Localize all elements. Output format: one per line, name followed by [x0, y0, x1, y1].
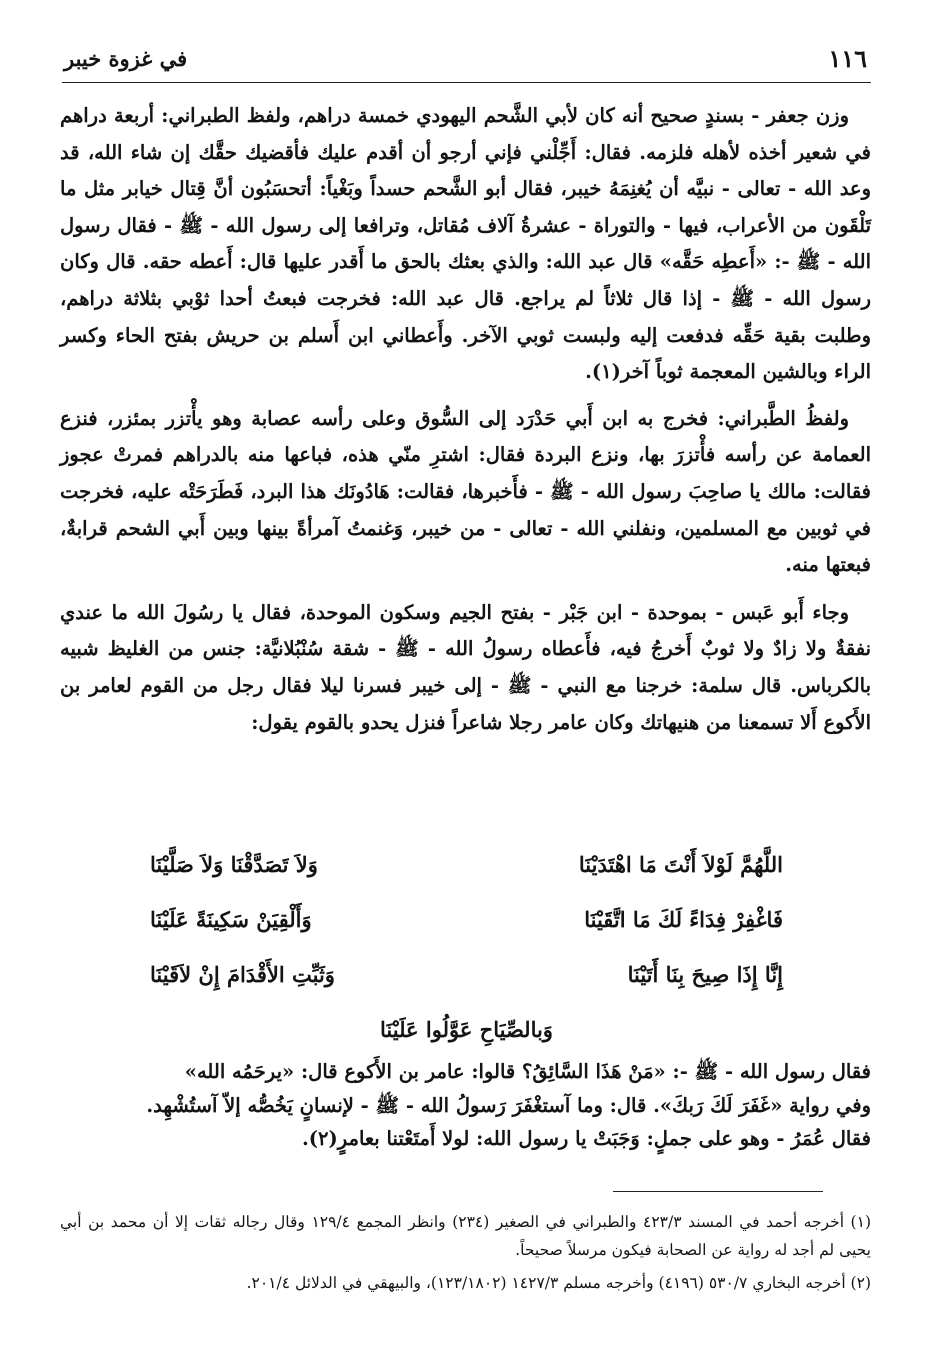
- poem-verse: [150, 907, 783, 962]
- poem-verse: [150, 962, 783, 1017]
- footnote: (٢) أخرجه البخاري ٥٣٠/٧ (٤١٩٦) وأخرجه مسلم ١٤٢٧/٣ (١٢٣/١٨٠٢)، والبيهقي في الدلائل ٢٠١/٤.: [246, 1274, 871, 1292]
- verse-second-hemistich: وَثَبِّتِ الأَقْدَامَ إِنْ لاَقَيْنَا: [150, 962, 335, 987]
- page-header: [62, 44, 871, 83]
- poem-final-line: وَبالصِّيَاحِ عَوَّلُوا عَلَيْنَا: [380, 1017, 553, 1042]
- footnote-divider: [613, 1191, 823, 1192]
- paragraph: وجاء أَبو عَبس - بموحدة - ابن جَبْر - بفتح الجيم وسكون الموحدة، فقال يا رسُولَ الله ما عندي نفقةٌ ولا زادٌ ولا ثوبٌ أَخرجُ فيه، فأَعطاه رسولُ الله - ﷺ - شقة سُنْبُلانيَّة: جنس من الغليظ شبيه بالكرباس. قال سلمة: خرجنا مع النبي - ﷺ - إلى خيبر فسرنا ليلا فقال رجل من القوم لعامر بن الأَكوع أَلا تسمعنا من هنيهاتك وكان عامر رجلا شاعراً فنزل يحدو بالقوم يقول:: [60, 600, 871, 734]
- footnote: (١) أخرجه أحمد في المسند ٤٢٣/٣ والطبراني في الصغير (٢٣٤) وانظر المجمع ١٢٩/٤ وقال رجاله ثقات إلا أن محمد بن أبي يحيى لم أجد له رواية عن الصحابة فيكون مرسلاً صحيحاً.: [60, 1213, 871, 1259]
- closing-line: فقال رسول الله - ﷺ -: «مَنْ هَذَا السَّائِقُ؟ قالوا: عامر بن الأَكوع قال: «يرحَمُه الله»: [184, 1060, 871, 1083]
- verse-first-hemistich: اللَّهُمَّ لَوْلاَ أَنْتَ مَا اهْتَدَيْنَا: [578, 852, 783, 877]
- verse-first-hemistich: فَاغْفِرْ فِدَاءً لَكَ مَا اتَّقَيْنَا: [584, 907, 783, 932]
- paragraph: ولفظُ الطَّبراني: فخرج به ابن أَبي حَدْرَد إلى السُّوق وعلى رأسه عصابة وهو يأْتزر بمئزر، فنزع العمامة عن رأسه فأْتزرَ بها، ونزع البردة فقال: اشترِ منّي هذه، فباعها منه بالدراهم فمرتْ عجوز فقالت: مالك يا صاحِبَ رسول الله - ﷺ - فأَخبرها، فقالت: هَادُونَك هذا البرد، فَطَرَحَتْه عليه، فخرجت في ثوبين مع المسلمين، ونفلني الله - تعالى - من خيبر، وَغنمتُ آمرأةً بينها وبين أَبي الشحم قرابةٌ، فبعتها منه.: [60, 406, 871, 577]
- poem: [150, 852, 783, 1072]
- verse-first-hemistich: إِنَّا إِذَا صِيحَ بِنَا أَتَيْنَا: [627, 962, 783, 987]
- chapter-title: في غزوة خيبر: [64, 46, 188, 71]
- verse-second-hemistich: وَلاَ تَصَدَّقْنَا وَلاَ صَلَّيْنَا: [150, 852, 318, 877]
- closing-text: [60, 1055, 871, 1156]
- footnotes: [60, 1208, 871, 1297]
- paragraph: وزن جعفر - بسندٍ صحيح أنه كان لأبي الشَّحم اليهودي خمسة دراهم، ولفظ الطبراني: أربعة دراهم في شعير أخذه لأهله فلزمه. فقال: أَجِّلْني فإني أرجو أن أقدم عليك فأقضيك حقَّك إن شاء الله، قد وعد الله - تعالى - نبيَّه أن يُغنِمَهُ خيبر، فقال أبو الشَّحم حسداً وبَغْياً: أتحسَبُون أنَّ قِتال خيابر مثل ما تَلْقَون من الأعراب، فيها - والتوراة - عشرةُ آلاف مُقاتل، وترافعا إلى رسول الله - ﷺ - فقال رسول الله - ﷺ -: «أَعطِه حَقَّه» قال عبد الله: والذي بعثك بالحق ما أَقدر عليها قال: أَعطه حقه. قال وكان رسول الله - ﷺ - إذا قال ثلاثاً لم يراجع. قال عبد الله: فخرجت فبعتُ أحدا ثوْبي بثلاثة دراهم، وطلبت بقية حَقِّه فدفعت إليه ولبست ثوبي الآخر. وأَعطاني ابن أَسلم بن حريش بفتح الحاء وكسر الراء وبالشين المعجمة ثوباً آخر(١).: [60, 104, 871, 384]
- page-number: ١١٦: [828, 44, 867, 73]
- closing-line: فقال عُمَرُ - وهو على جملٍ: وَجَبَتْ يا رسول الله: لولا أَمتَعْتنا بعامرٍ(٢).: [302, 1127, 871, 1150]
- closing-line: وفي رواية «غَفَرَ لَكَ رَبكَ». قال: وما آستغْفَرَ رَسولُ الله - ﷺ - لإنسانٍ يَخُصُّه إلاّ آستُشْهِد.: [146, 1093, 871, 1117]
- main-text: [60, 98, 871, 741]
- poem-verse: [150, 852, 783, 907]
- verse-second-hemistich: وَأَلْقِيَنْ سَكِينَةً عَلَيْنَا: [150, 907, 312, 932]
